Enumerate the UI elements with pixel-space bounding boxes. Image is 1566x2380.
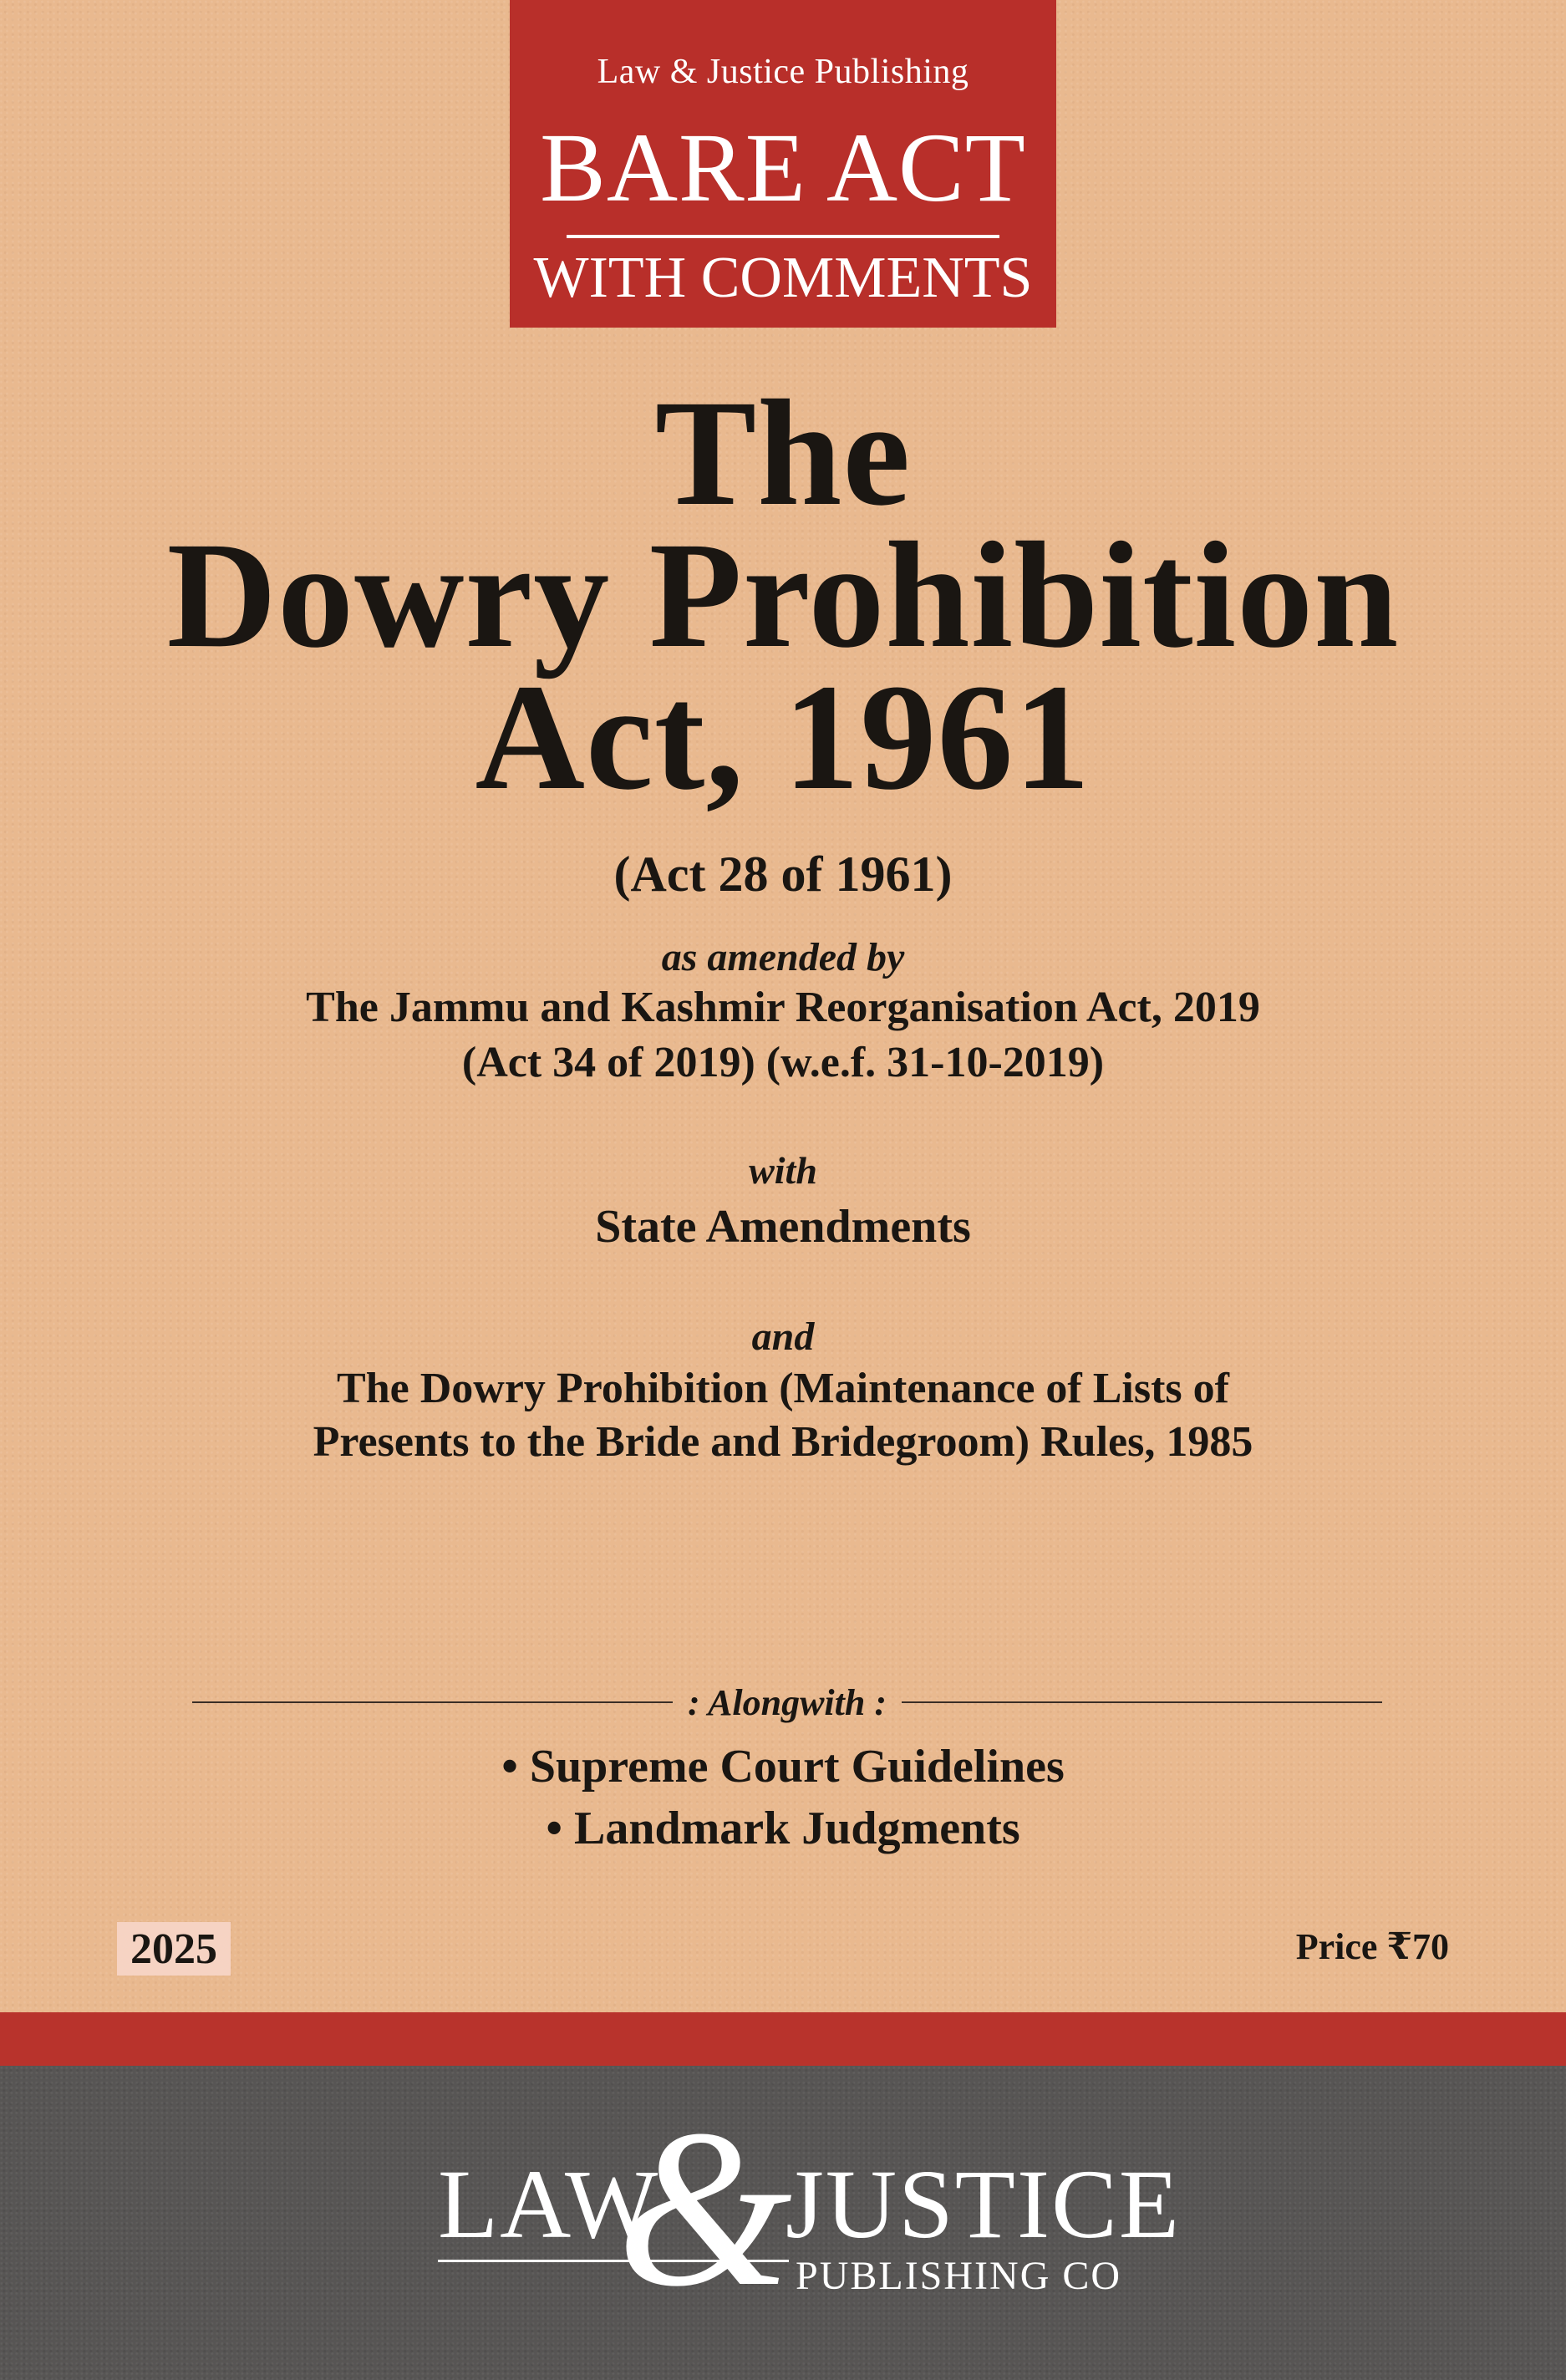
logo-publishing-co: PUBLISHING CO [796,2254,1122,2298]
banner-bare-act: BARE ACT [540,113,1026,222]
bare-act-banner [510,0,1056,328]
amending-act-name: The Jammu and Kashmir Reorganisation Act, 2019 [306,984,1260,1031]
act-number: (Act 28 of 1961) [613,847,953,902]
alongwith-rule-right [902,1701,1382,1703]
amended-intro: as amended by [661,935,905,979]
alongwith-divider [192,1681,1382,1723]
logo-ampersand: & [617,2083,793,2333]
alongwith-item-2: • Landmark Judgments [546,1803,1020,1854]
banner-with-comments: WITH COMMENTS [533,246,1033,310]
publisher-logo [435,2083,1181,2333]
logo-justice: JUSTICE [786,2149,1181,2259]
title-line-1: The [654,369,912,537]
alongwith-rule-left [192,1701,673,1703]
alongwith-item-1: • Supreme Court Guidelines [501,1741,1065,1793]
banner-divider [567,235,999,238]
rules-title-line-2: Presents to the Bride and Bridegroom) Rules, 1985 [313,1418,1253,1466]
title-line-2: Dowry Prohibition [166,511,1400,679]
price-label: Price ₹70 [1295,1926,1449,1967]
title-line-3: Act, 1961 [475,653,1091,821]
edition-year-badge: 2025 [117,1922,231,1976]
with-intro: with [749,1149,817,1192]
red-stripe [0,2012,1566,2066]
banner-publisher: Law & Justice Publishing [597,53,969,91]
logo-law: LAW [438,2149,660,2259]
amending-act-ref: (Act 34 of 2019) (w.e.f. 31-10-2019) [461,1039,1105,1086]
rules-title-line-1: The Dowry Prohibition (Maintenance of Lists of [337,1365,1229,1412]
and-intro: and [751,1315,815,1359]
state-amendments: State Amendments [595,1201,971,1253]
alongwith-label: : Alongwith : [688,1681,887,1723]
